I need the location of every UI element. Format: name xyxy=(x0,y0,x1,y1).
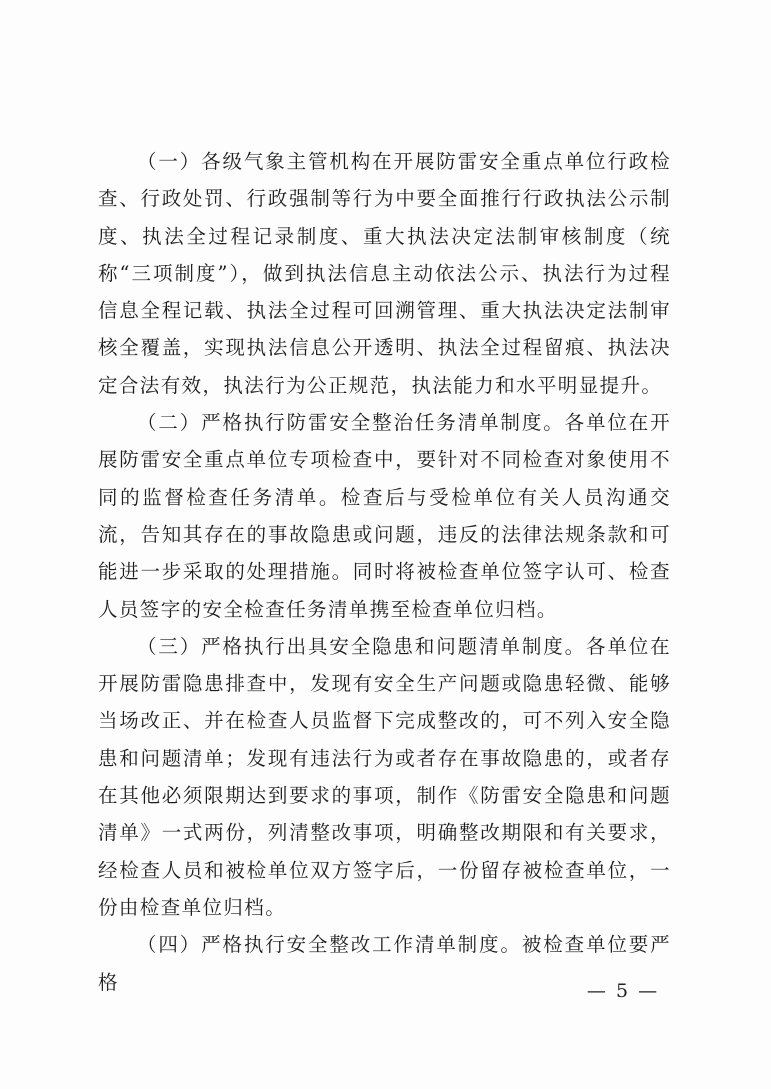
paragraph-3: （三）严格执行出具安全隐患和问题清单制度。各单位在开展防雷隐患排查中，发现有安全生产问题或隐患轻微、能够当场改正、并在检查人员监督下完成整改的，可不列入安全隐患和问题清单；发现有违法行为或者存在事故隐患的，或者存在其他必须限期达到要求的事项，制作《防雷安全隐患和问题清单》一式两份，列清整改事项，明确整改期限和有关要求，经检查人员和被检单位双方签字后，一份留存被检查单位，一份由检查单位归档。 xyxy=(98,634,671,919)
paragraph-1: （一）各级气象主管机构在开展防雷安全重点单位行政检查、行政处罚、行政强制等行为中要全面推行行政执法公示制度、执法全过程记录制度、重大执法决定法制审核制度（统称“三项制度”），做到执法信息主动依法公示、执法行为过程信息全程记载、执法全过程可回溯管理、重大执法决定法制审核全覆盖，实现执法信息公开透明、执法全过程留痕、执法决定合法有效，执法行为公正规范，执法能力和水平明显提升。 xyxy=(98,150,671,397)
document-body xyxy=(98,143,671,1001)
paragraph-4: （四）严格执行安全整改工作清单制度。被检查单位要严格 xyxy=(98,933,671,994)
paragraph-2: （二）严格执行防雷安全整治任务清单制度。各单位在开展防雷安全重点单位专项检查中，要针对不同检查对象使用不同的监督检查任务清单。检查后与受检单位有关人员沟通交流，告知其存在的事故隐患或问题，违反的法律法规条款和可能进一步采取的处理措施。同时将被检查单位签字认可、检查人员签字的安全检查任务清单携至检查单位归档。 xyxy=(98,411,671,621)
page-number: — 5 — xyxy=(586,980,660,1002)
